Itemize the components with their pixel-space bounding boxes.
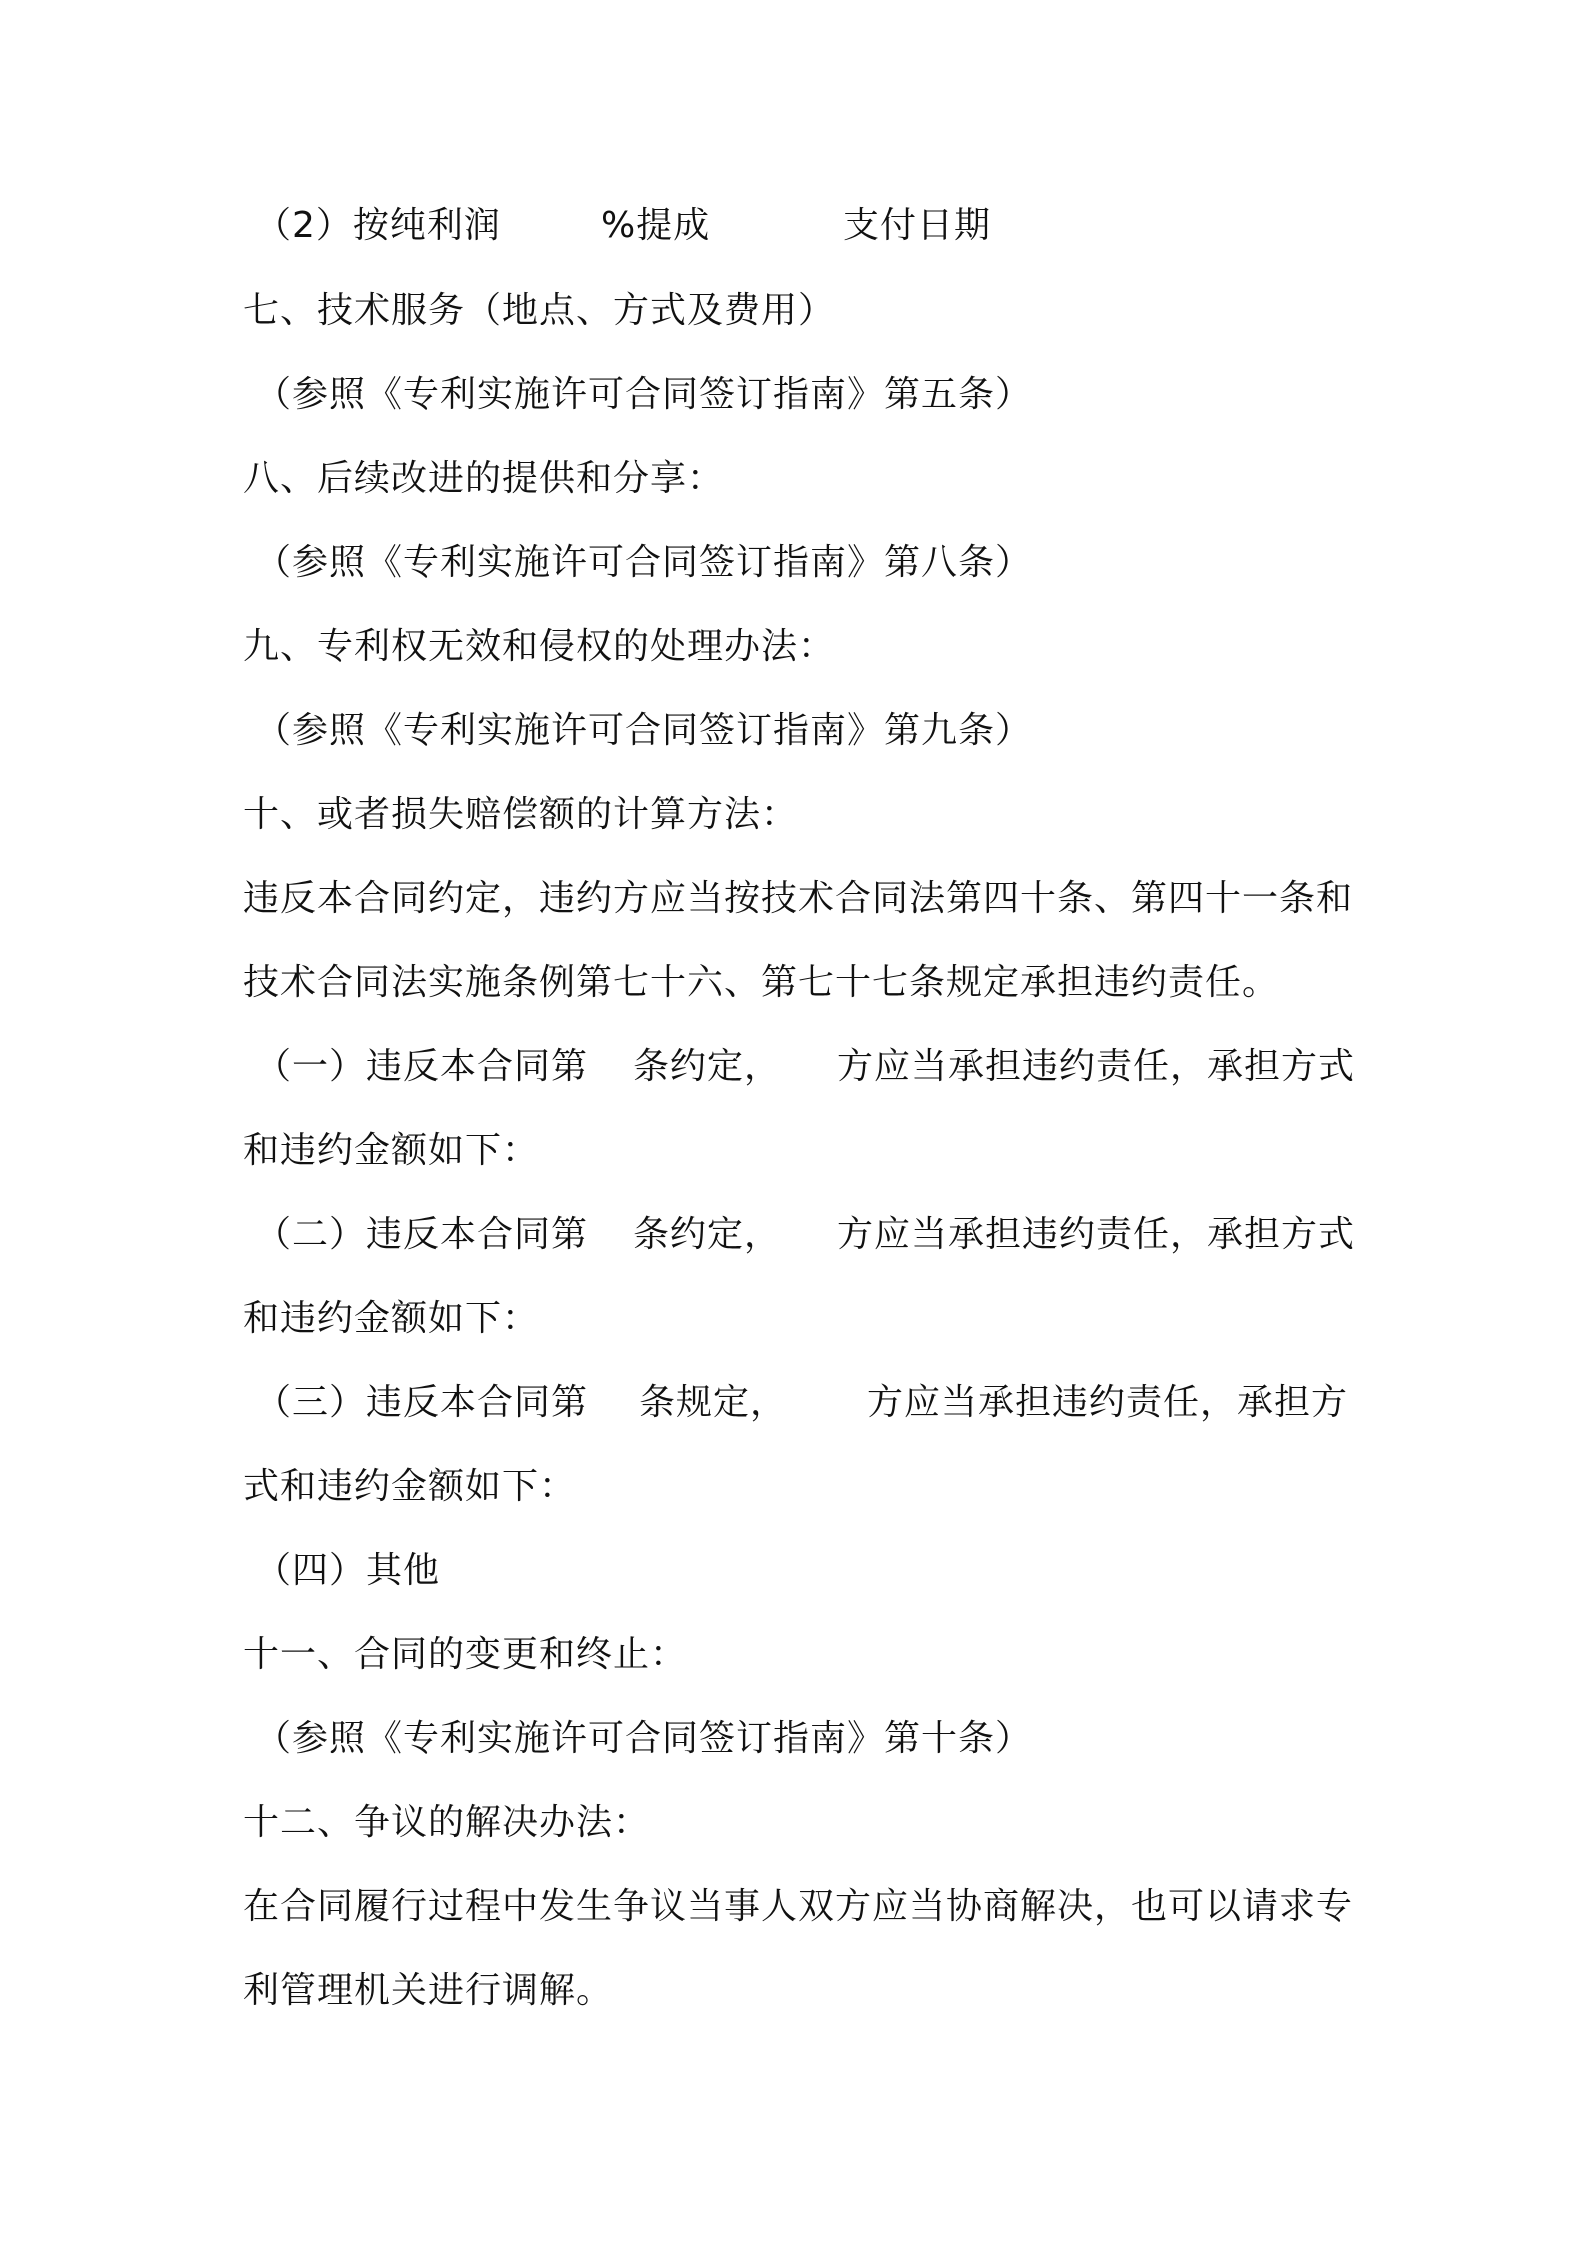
section-heading: 九、专利权无效和侵权的处理办法： xyxy=(243,626,836,667)
section-heading: 七、技术服务（地点、方式及费用） xyxy=(243,290,836,331)
payment-percent: %提成 xyxy=(601,205,711,246)
clause-part: 方应当承担违约责任，承担方 xyxy=(867,1382,1349,1423)
reference-note: （参照《专利实施许可合同签订指南》第十条） xyxy=(255,1718,1033,1759)
clause-part: 方应当承担违约责任，承担方式 xyxy=(837,1046,1356,1087)
paragraph-line: 利管理机关进行调解。 xyxy=(243,1970,614,2011)
clause-part: 条约定， xyxy=(633,1046,782,1087)
breach-clause-2 xyxy=(255,1211,1356,1259)
payment-line xyxy=(255,202,992,250)
payment-date: 支付日期 xyxy=(843,205,992,246)
clause-part: （三）违反本合同第 xyxy=(255,1382,589,1423)
paragraph-line: 在合同履行过程中发生争议当事人双方应当协商解决，也可以请求专 xyxy=(243,1886,1354,1927)
paragraph-line: 技术合同法实施条例第七十六、第七十七条规定承担违约责任。 xyxy=(243,962,1280,1003)
paragraph-line: 和违约金额如下： xyxy=(243,1130,540,1171)
clause-part: 方应当承担违约责任，承担方式 xyxy=(837,1214,1356,1255)
clause-part: （二）违反本合同第 xyxy=(255,1214,589,1255)
clause-part: 条约定， xyxy=(633,1214,782,1255)
reference-note: （参照《专利实施许可合同签订指南》第八条） xyxy=(255,542,1033,583)
breach-clause-1 xyxy=(255,1043,1356,1091)
clause-part: 条规定， xyxy=(639,1382,788,1423)
reference-note: （参照《专利实施许可合同签订指南》第五条） xyxy=(255,374,1033,415)
paragraph-line: 式和违约金额如下： xyxy=(243,1466,577,1507)
section-heading: 十二、争议的解决办法： xyxy=(243,1802,651,1843)
paragraph-line: 和违约金额如下： xyxy=(243,1298,540,1339)
breach-clause-3 xyxy=(255,1379,1349,1427)
clause-part: （一）违反本合同第 xyxy=(255,1046,589,1087)
section-heading: 十一、合同的变更和终止： xyxy=(243,1634,688,1675)
reference-note: （参照《专利实施许可合同签订指南》第九条） xyxy=(255,710,1033,751)
other-clause: （四）其他 xyxy=(255,1550,441,1591)
paragraph-line: 违反本合同约定，违约方应当按技术合同法第四十条、第四十一条和 xyxy=(243,878,1354,919)
payment-net-profit: （2）按纯利润 xyxy=(255,205,501,246)
section-heading: 十、或者损失赔偿额的计算方法： xyxy=(243,794,799,835)
section-heading: 八、后续改进的提供和分享： xyxy=(243,458,725,499)
